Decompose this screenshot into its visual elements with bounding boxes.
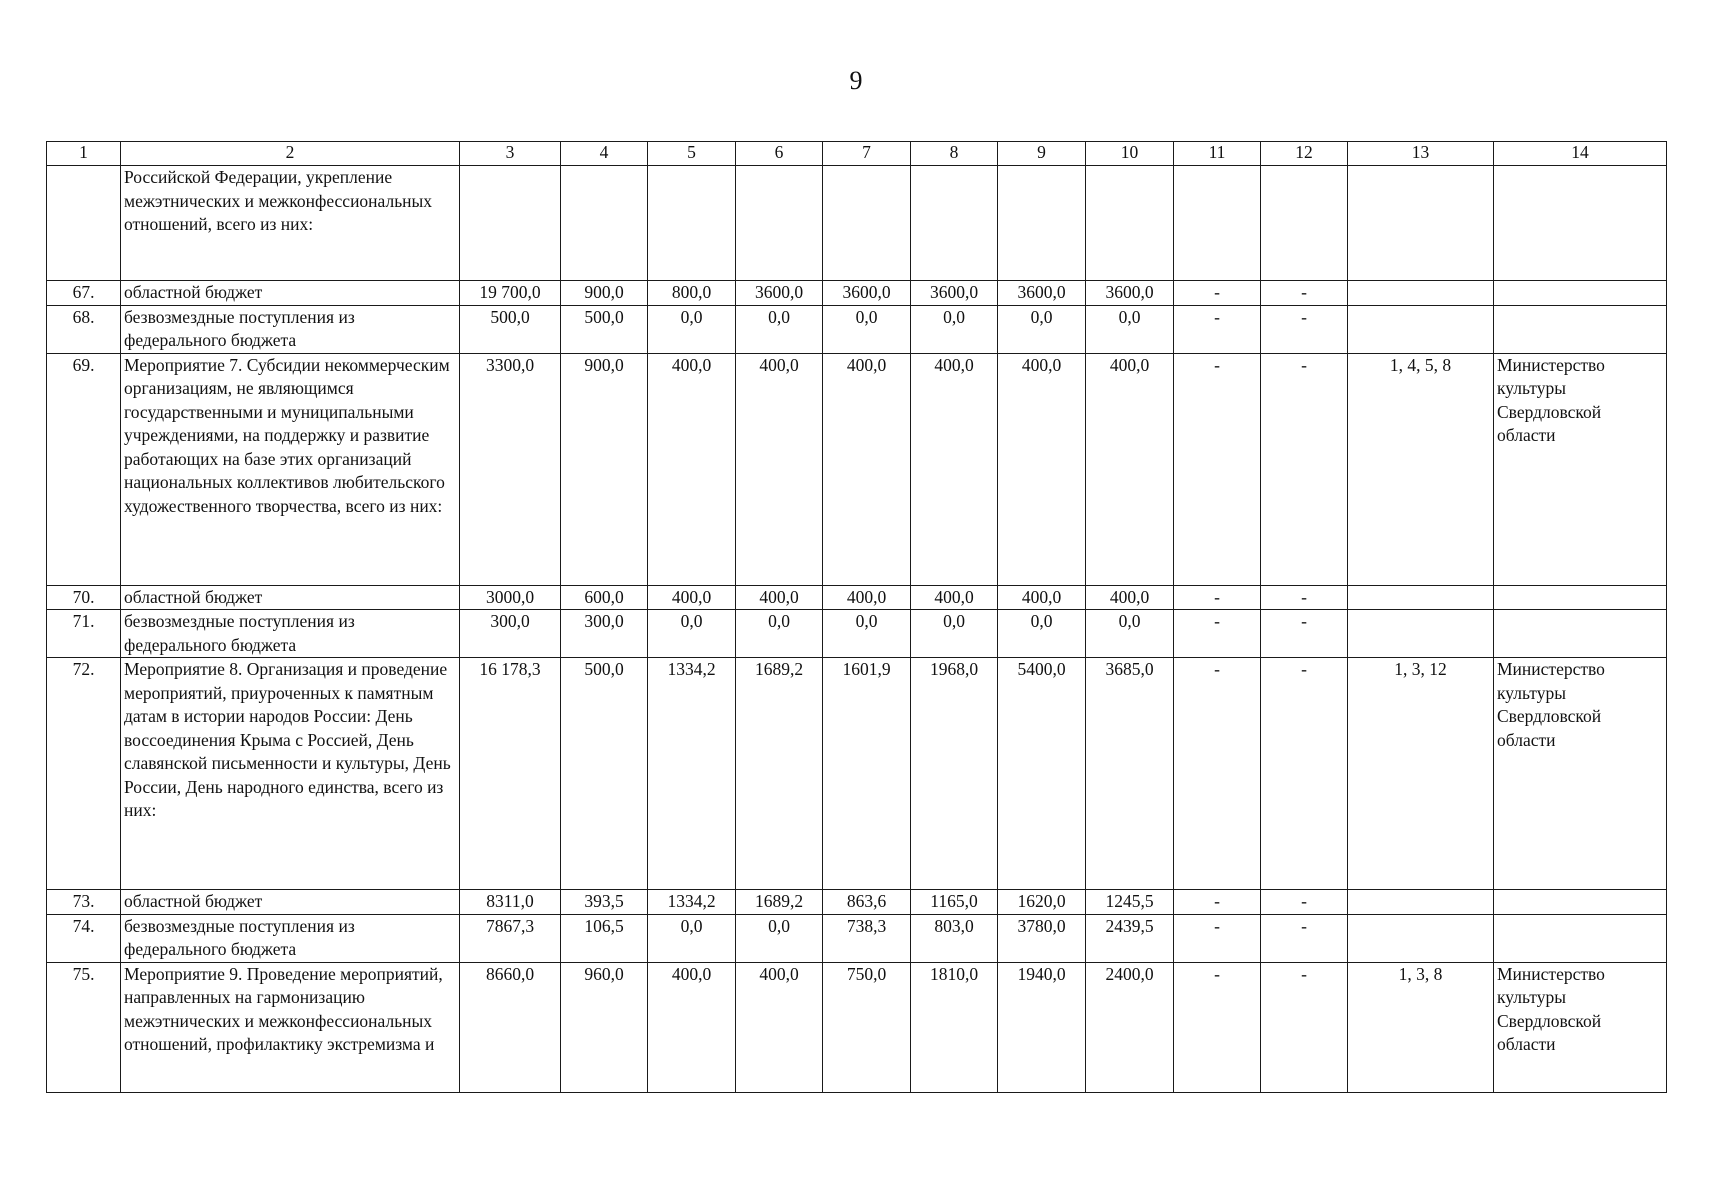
value-cell bbox=[911, 166, 998, 281]
responsible-agency bbox=[1494, 585, 1667, 610]
row-number: 73. bbox=[47, 890, 121, 915]
value-cell: 400,0 bbox=[648, 585, 736, 610]
value-cell: 400,0 bbox=[736, 962, 823, 1092]
value-cell: - bbox=[1261, 890, 1348, 915]
value-cell: 800,0 bbox=[648, 281, 736, 306]
value-cell: 8311,0 bbox=[460, 890, 561, 915]
value-cell: 19 700,0 bbox=[460, 281, 561, 306]
value-cell: 1689,2 bbox=[736, 658, 823, 890]
target-indicators: 1, 3, 8 bbox=[1348, 962, 1494, 1092]
value-cell: 400,0 bbox=[1086, 353, 1174, 585]
target-indicators bbox=[1348, 914, 1494, 962]
row-name: областной бюджет bbox=[121, 890, 460, 915]
value-cell: 1689,2 bbox=[736, 890, 823, 915]
value-cell: 300,0 bbox=[460, 610, 561, 658]
value-cell: 400,0 bbox=[648, 962, 736, 1092]
value-cell: 0,0 bbox=[736, 305, 823, 353]
column-header: 10 bbox=[1086, 142, 1174, 166]
column-header: 9 bbox=[998, 142, 1086, 166]
row-name: областной бюджет bbox=[121, 585, 460, 610]
row-name: безвозмездные поступления из федерального бюджета bbox=[121, 914, 460, 962]
value-cell: 1334,2 bbox=[648, 890, 736, 915]
value-cell: 7867,3 bbox=[460, 914, 561, 962]
value-cell: 0,0 bbox=[648, 305, 736, 353]
value-cell: 3600,0 bbox=[823, 281, 911, 306]
value-cell: 400,0 bbox=[823, 353, 911, 585]
responsible-agency bbox=[1494, 281, 1667, 306]
value-cell bbox=[460, 166, 561, 281]
value-cell: 0,0 bbox=[998, 610, 1086, 658]
value-cell: 738,3 bbox=[823, 914, 911, 962]
value-cell: 500,0 bbox=[460, 305, 561, 353]
column-header: 14 bbox=[1494, 142, 1667, 166]
value-cell: 400,0 bbox=[1086, 585, 1174, 610]
value-cell: 960,0 bbox=[561, 962, 648, 1092]
target-indicators: 1, 4, 5, 8 bbox=[1348, 353, 1494, 585]
column-header: 7 bbox=[823, 142, 911, 166]
row-name: безвозмездные поступления из федерального бюджета bbox=[121, 305, 460, 353]
value-cell: - bbox=[1174, 281, 1261, 306]
value-cell: - bbox=[1174, 585, 1261, 610]
column-header: 12 bbox=[1261, 142, 1348, 166]
value-cell: 0,0 bbox=[998, 305, 1086, 353]
value-cell: 0,0 bbox=[911, 305, 998, 353]
value-cell: 400,0 bbox=[998, 353, 1086, 585]
value-cell: 0,0 bbox=[736, 914, 823, 962]
value-cell: 1810,0 bbox=[911, 962, 998, 1092]
value-cell: 400,0 bbox=[998, 585, 1086, 610]
row-number: 75. bbox=[47, 962, 121, 1092]
table-row bbox=[47, 166, 1667, 281]
value-cell: 300,0 bbox=[561, 610, 648, 658]
value-cell: 106,5 bbox=[561, 914, 648, 962]
value-cell: - bbox=[1261, 658, 1348, 890]
row-name: безвозмездные поступления из федерального бюджета bbox=[121, 610, 460, 658]
value-cell: 3600,0 bbox=[1086, 281, 1174, 306]
value-cell: - bbox=[1174, 305, 1261, 353]
row-number bbox=[47, 166, 121, 281]
value-cell: 3300,0 bbox=[460, 353, 561, 585]
table-row bbox=[47, 890, 1667, 915]
value-cell bbox=[1174, 166, 1261, 281]
value-cell: - bbox=[1174, 658, 1261, 890]
responsible-agency bbox=[1494, 890, 1667, 915]
value-cell: 400,0 bbox=[736, 353, 823, 585]
value-cell: 0,0 bbox=[823, 610, 911, 658]
target-indicators bbox=[1348, 610, 1494, 658]
row-name: Мероприятие 7. Субсидии некоммерческим организациям, не являющимся государственными и муниципальными учреждениями, на поддержку и развитие работающих на базе этих организаций национальных коллективов любительского художественного творчества, всего из них: bbox=[121, 353, 460, 585]
value-cell: 0,0 bbox=[823, 305, 911, 353]
value-cell: - bbox=[1174, 610, 1261, 658]
value-cell: - bbox=[1174, 914, 1261, 962]
target-indicators bbox=[1348, 305, 1494, 353]
column-header: 2 bbox=[121, 142, 460, 166]
row-number: 69. bbox=[47, 353, 121, 585]
row-name: Мероприятие 9. Проведение мероприятий, направленных на гармонизацию межэтнических и межконфессиональных отношений, профилактику экстремизма и bbox=[121, 962, 460, 1092]
page-number: 9 bbox=[849, 66, 863, 95]
target-indicators bbox=[1348, 166, 1494, 281]
table-row bbox=[47, 962, 1667, 1092]
value-cell: 1245,5 bbox=[1086, 890, 1174, 915]
value-cell: 1968,0 bbox=[911, 658, 998, 890]
target-indicators: 1, 3, 12 bbox=[1348, 658, 1494, 890]
value-cell: 0,0 bbox=[648, 914, 736, 962]
column-header: 8 bbox=[911, 142, 998, 166]
value-cell: - bbox=[1174, 962, 1261, 1092]
responsible-agency: Министерство культуры Свердловской области bbox=[1494, 353, 1667, 585]
row-number: 71. bbox=[47, 610, 121, 658]
value-cell: 400,0 bbox=[911, 585, 998, 610]
value-cell: 0,0 bbox=[648, 610, 736, 658]
value-cell: 500,0 bbox=[561, 658, 648, 890]
target-indicators bbox=[1348, 890, 1494, 915]
value-cell bbox=[648, 166, 736, 281]
row-name: Мероприятие 8. Организация и проведение мероприятий, приуроченных к памятным датам в истории народов России: День воссоединения Крыма с Россией, День славянской письменности и культуры, День России, День народного единства, всего из них: bbox=[121, 658, 460, 890]
value-cell: 2400,0 bbox=[1086, 962, 1174, 1092]
value-cell: 0,0 bbox=[911, 610, 998, 658]
table-row bbox=[47, 610, 1667, 658]
value-cell: 3600,0 bbox=[911, 281, 998, 306]
value-cell: 1601,9 bbox=[823, 658, 911, 890]
value-cell: 5400,0 bbox=[998, 658, 1086, 890]
responsible-agency: Министерство культуры Свердловской области bbox=[1494, 658, 1667, 890]
value-cell: 0,0 bbox=[1086, 610, 1174, 658]
value-cell bbox=[1086, 166, 1174, 281]
responsible-agency bbox=[1494, 914, 1667, 962]
table-row bbox=[47, 585, 1667, 610]
value-cell: - bbox=[1261, 610, 1348, 658]
column-header: 1 bbox=[47, 142, 121, 166]
value-cell: 1940,0 bbox=[998, 962, 1086, 1092]
table-row bbox=[47, 914, 1667, 962]
value-cell: - bbox=[1261, 353, 1348, 585]
row-number: 67. bbox=[47, 281, 121, 306]
value-cell: 0,0 bbox=[736, 610, 823, 658]
row-name: Российской Федерации, укрепление межэтнических и межконфессиональных отношений, всего из них: bbox=[121, 166, 460, 281]
value-cell: 750,0 bbox=[823, 962, 911, 1092]
column-header: 3 bbox=[460, 142, 561, 166]
value-cell bbox=[998, 166, 1086, 281]
value-cell: 3685,0 bbox=[1086, 658, 1174, 890]
responsible-agency: Министерство культуры Свердловской области bbox=[1494, 962, 1667, 1092]
row-number: 72. bbox=[47, 658, 121, 890]
value-cell: 900,0 bbox=[561, 353, 648, 585]
column-header: 11 bbox=[1174, 142, 1261, 166]
value-cell: - bbox=[1261, 281, 1348, 306]
value-cell: 16 178,3 bbox=[460, 658, 561, 890]
table-body bbox=[47, 166, 1667, 1093]
value-cell: 3780,0 bbox=[998, 914, 1086, 962]
value-cell bbox=[561, 166, 648, 281]
value-cell: 3600,0 bbox=[736, 281, 823, 306]
row-name: областной бюджет bbox=[121, 281, 460, 306]
value-cell: 2439,5 bbox=[1086, 914, 1174, 962]
column-header: 4 bbox=[561, 142, 648, 166]
value-cell: 3000,0 bbox=[460, 585, 561, 610]
header-row bbox=[47, 142, 1667, 166]
value-cell: 500,0 bbox=[561, 305, 648, 353]
value-cell: 803,0 bbox=[911, 914, 998, 962]
row-number: 68. bbox=[47, 305, 121, 353]
responsible-agency bbox=[1494, 305, 1667, 353]
value-cell: 400,0 bbox=[911, 353, 998, 585]
value-cell: - bbox=[1261, 914, 1348, 962]
value-cell: - bbox=[1261, 962, 1348, 1092]
responsible-agency bbox=[1494, 610, 1667, 658]
table-row bbox=[47, 658, 1667, 890]
target-indicators bbox=[1348, 281, 1494, 306]
value-cell: 393,5 bbox=[561, 890, 648, 915]
value-cell: 400,0 bbox=[823, 585, 911, 610]
value-cell: 863,6 bbox=[823, 890, 911, 915]
value-cell: 0,0 bbox=[1086, 305, 1174, 353]
row-number: 70. bbox=[47, 585, 121, 610]
value-cell: 3600,0 bbox=[998, 281, 1086, 306]
value-cell: - bbox=[1174, 353, 1261, 585]
column-header: 13 bbox=[1348, 142, 1494, 166]
value-cell: 1165,0 bbox=[911, 890, 998, 915]
responsible-agency bbox=[1494, 166, 1667, 281]
value-cell: 400,0 bbox=[648, 353, 736, 585]
value-cell bbox=[823, 166, 911, 281]
column-header: 5 bbox=[648, 142, 736, 166]
value-cell: 1334,2 bbox=[648, 658, 736, 890]
value-cell: 1620,0 bbox=[998, 890, 1086, 915]
value-cell: 900,0 bbox=[561, 281, 648, 306]
value-cell: - bbox=[1261, 305, 1348, 353]
table-row bbox=[47, 305, 1667, 353]
value-cell: 600,0 bbox=[561, 585, 648, 610]
column-header: 6 bbox=[736, 142, 823, 166]
budget-table bbox=[46, 141, 1667, 1093]
value-cell bbox=[1261, 166, 1348, 281]
target-indicators bbox=[1348, 585, 1494, 610]
value-cell: - bbox=[1174, 890, 1261, 915]
row-number: 74. bbox=[47, 914, 121, 962]
table-row bbox=[47, 281, 1667, 306]
value-cell bbox=[736, 166, 823, 281]
table-row bbox=[47, 353, 1667, 585]
value-cell: - bbox=[1261, 585, 1348, 610]
value-cell: 400,0 bbox=[736, 585, 823, 610]
value-cell: 8660,0 bbox=[460, 962, 561, 1092]
